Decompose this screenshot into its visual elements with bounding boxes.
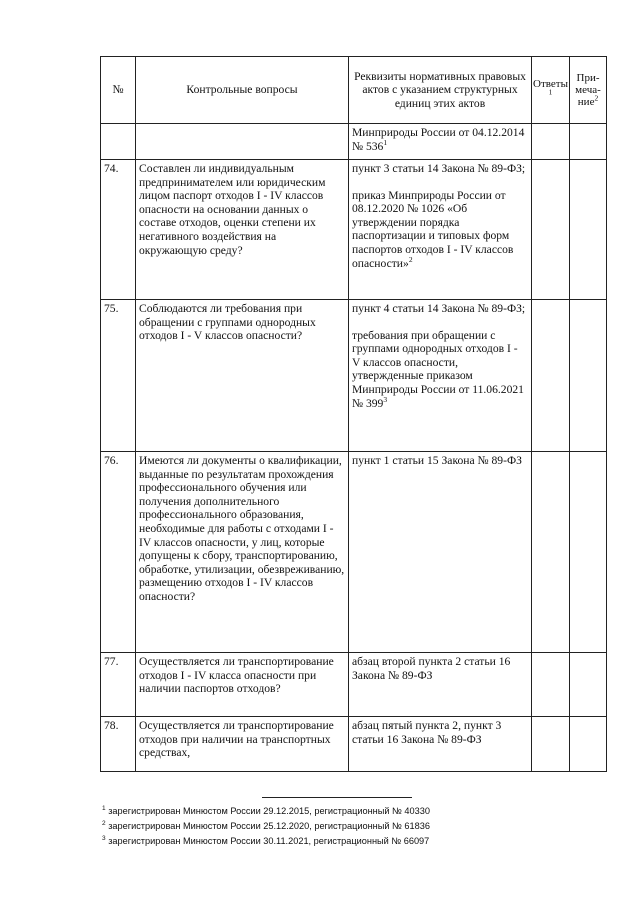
table-row bbox=[101, 300, 607, 452]
answer-cell[interactable] bbox=[532, 452, 570, 653]
footnote-text: зарегистрирован Минюстом России 29.12.2015, регистрационный № 40330 bbox=[108, 806, 430, 816]
header-note-sup: 2 bbox=[594, 93, 599, 103]
table-row bbox=[101, 452, 607, 653]
requisite-text: абзац пятый пункта 2, пункт 3 статьи 16 Закона № 89-ФЗ bbox=[352, 719, 502, 746]
requisite-text: пункт 3 статьи 14 Закона № 89-ФЗ; bbox=[352, 162, 526, 175]
answer-cell[interactable] bbox=[532, 717, 570, 772]
header-answer bbox=[532, 57, 570, 124]
row-requisites bbox=[349, 300, 532, 452]
footnote-ref: 2 bbox=[408, 254, 413, 264]
header-number: № bbox=[101, 57, 136, 124]
answer-cell[interactable] bbox=[532, 300, 570, 452]
footnote-ref: 1 bbox=[383, 137, 388, 147]
row-number: 78. bbox=[101, 717, 136, 772]
row-number: 77. bbox=[101, 653, 136, 717]
note-cell[interactable] bbox=[570, 452, 607, 653]
row-question: Соблюдаются ли требования при обращении с группами однородных отходов I - V классов опасности? bbox=[136, 300, 349, 452]
footnote-text: зарегистрирован Минюстом России 25.12.2020, регистрационный № 61836 bbox=[108, 821, 430, 831]
row-question: Имеются ли документы о квалификации, выданные по результатам прохождения профессионального обучения или получения дополнительного профессионального образования, необходимые для работы с отходами I - IV классов опасности, у лиц, которые допущены к сбору, транспортированию, обработке, утилизации, обезвреживанию, размещению отходов I - IV классов опасности? bbox=[136, 452, 349, 653]
note-cell[interactable] bbox=[570, 124, 607, 160]
note-cell[interactable] bbox=[570, 160, 607, 300]
table-row bbox=[101, 653, 607, 717]
note-cell[interactable] bbox=[570, 717, 607, 772]
row-question: Осуществляется ли транспортирование отходов при наличии на транспортных средствах, bbox=[136, 717, 349, 772]
checklist-table bbox=[100, 56, 607, 772]
row-question: Осуществляется ли транспортирование отходов I - IV класса опасности при наличии паспортов отходов? bbox=[136, 653, 349, 717]
footnote-text: зарегистрирован Минюстом России 30.11.2021, регистрационный № 66097 bbox=[108, 836, 430, 846]
row-requisites bbox=[349, 717, 532, 772]
footnote bbox=[102, 834, 602, 849]
footnote-separator bbox=[262, 797, 412, 798]
footnote-mark: 1 bbox=[102, 804, 106, 812]
requisite-text: требования при обращении с группами однородных отходов I - V классов опасности, утвержденные приказом Минприроды России от 11.06.2021 № 399 bbox=[352, 328, 524, 410]
requisite-text: приказ Минприроды России от 08.12.2020 № 1026 «Об утверждении порядка паспортизации и типовых форм паспортов отходов I - IV классов опасности» bbox=[352, 188, 514, 270]
requisite-text: абзац второй пункта 2 статьи 16 Закона № 89-ФЗ bbox=[352, 655, 511, 682]
requisite-text: пункт 4 статьи 14 Закона № 89-ФЗ; bbox=[352, 302, 526, 315]
answer-cell[interactable] bbox=[532, 653, 570, 717]
header-note bbox=[570, 57, 607, 124]
table-row bbox=[101, 124, 607, 160]
row-requisites bbox=[349, 124, 532, 160]
table-header-row bbox=[101, 57, 607, 124]
header-requisites: Реквизиты нормативных правовых актов с указанием структурных единиц этих актов bbox=[349, 57, 532, 124]
row-requisites bbox=[349, 452, 532, 653]
requisite-text: пункт 1 статьи 15 Закона № 89-ФЗ bbox=[352, 454, 522, 467]
row-number: 76. bbox=[101, 452, 136, 653]
footnote bbox=[102, 804, 602, 819]
row-number: 75. bbox=[101, 300, 136, 452]
table-row bbox=[101, 160, 607, 300]
footnote-mark: 3 bbox=[102, 834, 106, 842]
footnote-mark: 2 bbox=[102, 819, 106, 827]
row-question bbox=[136, 124, 349, 160]
row-requisites bbox=[349, 160, 532, 300]
header-answer-sup: 1 bbox=[548, 87, 553, 97]
answer-cell[interactable] bbox=[532, 124, 570, 160]
row-number bbox=[101, 124, 136, 160]
header-note-label: При-меча-ние bbox=[575, 72, 601, 108]
answer-cell[interactable] bbox=[532, 160, 570, 300]
footnote bbox=[102, 819, 602, 834]
row-number: 74. bbox=[101, 160, 136, 300]
row-question: Составлен ли индивидуальным предпринимателем или юридическим лицом паспорт отходов I - IV классов опасности на основании данных о составе отходов, оценки степени их негативного воздействия на окружающую среду? bbox=[136, 160, 349, 300]
footnote-ref: 3 bbox=[383, 394, 388, 404]
note-cell[interactable] bbox=[570, 300, 607, 452]
row-requisites bbox=[349, 653, 532, 717]
requisite-text: Минприроды России от 04.12.2014 № 536 bbox=[352, 126, 525, 153]
header-questions: Контрольные вопросы bbox=[136, 57, 349, 124]
footnotes bbox=[102, 804, 602, 849]
header-answer-label: Ответы bbox=[533, 78, 568, 90]
note-cell[interactable] bbox=[570, 653, 607, 717]
table-row bbox=[101, 717, 607, 772]
